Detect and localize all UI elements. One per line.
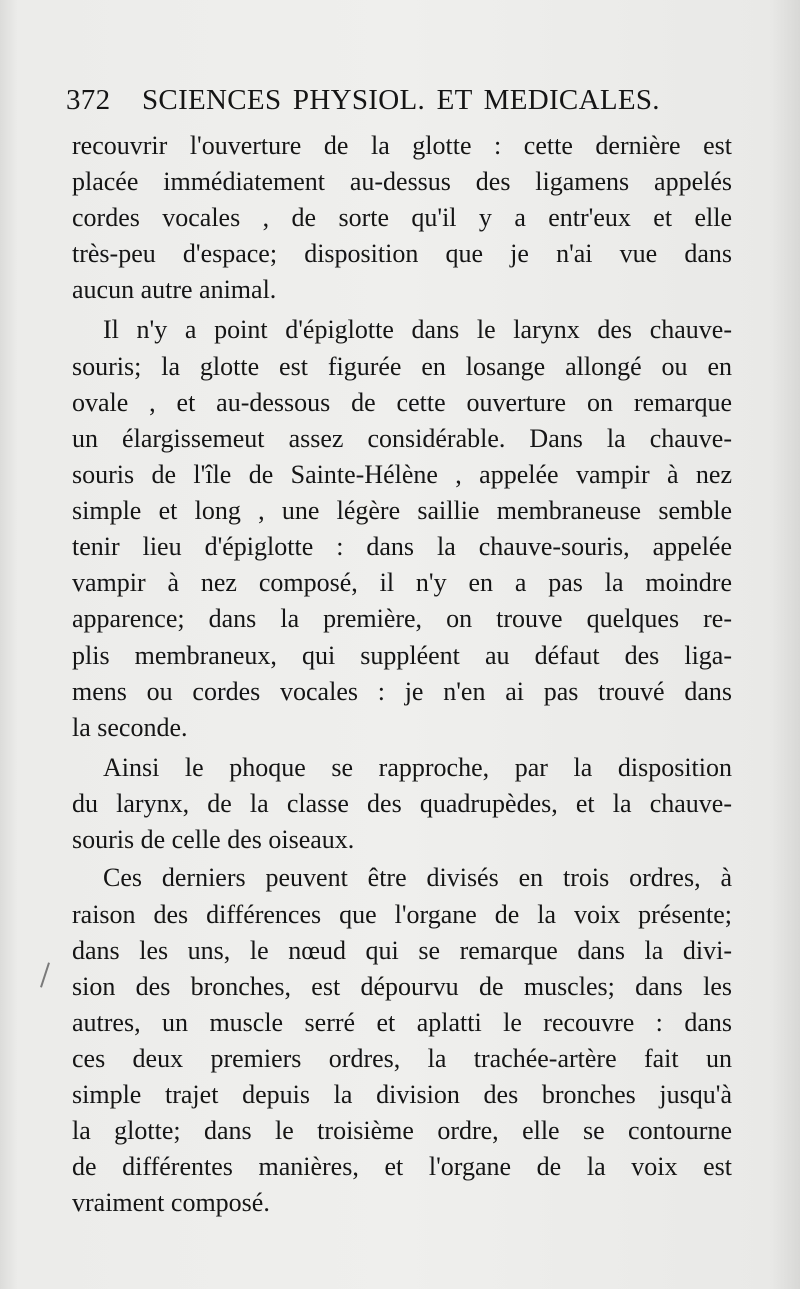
text-line: plis membraneux, qui suppléent au défaut des liga- — [72, 641, 732, 670]
text-line: la seconde. — [72, 713, 188, 742]
text-line: du larynx, de la classe des quadrupèdes, et la chauve- — [72, 789, 732, 818]
text-line: recouvrir l'ouverture de la glotte : cette dernière est — [72, 131, 732, 160]
text-line: souris de celle des oiseaux. — [72, 825, 355, 854]
text-line: ovale , et au-dessous de cette ouverture on remarque — [72, 388, 732, 417]
text-line: raison des différences que l'organe de la voix présente; — [72, 900, 732, 929]
text-line: vampir à nez composé, il n'y en a pas la moindre — [72, 568, 732, 597]
text-line: cordes vocales , de sorte qu'il y a entr'eux et elle — [72, 203, 732, 232]
text-line: souris; la glotte est figurée en losange allongé ou en — [72, 352, 732, 381]
text-line: la glotte; dans le troisième ordre, elle se contourne — [72, 1116, 732, 1145]
text-line: vraiment composé. — [72, 1188, 270, 1217]
text-line: aucun autre animal. — [72, 275, 277, 304]
text-line: souris de l'île de Sainte-Hélène , appelée vampir à nez — [72, 460, 732, 489]
running-head: SCIENCES PHYSIOL. ET MEDICALES. — [142, 84, 660, 116]
text-line: tenir lieu d'épiglotte : dans la chauve-souris, appelée — [72, 532, 732, 561]
page-header — [66, 78, 684, 118]
text-line: très-peu d'espace; disposition que je n'ai vue dans — [72, 239, 732, 268]
text-line: autres, un muscle serré et aplatti le recouvre : dans — [72, 1008, 732, 1037]
text-line: simple et long , une légère saillie membraneuse semble — [72, 496, 732, 525]
text-line: un élargissemeut assez considérable. Dans la chauve- — [72, 424, 732, 453]
text-line: mens ou cordes vocales : je n'en ai pas trouvé dans — [72, 677, 732, 706]
text-line: sion des bronches, est dépourvu de muscles; dans les — [72, 972, 732, 1001]
text-line: simple trajet depuis la division des bronches jusqu'à — [72, 1080, 732, 1109]
text-line: apparence; dans la première, on trouve quelques re- — [72, 604, 732, 633]
margin-pencil-mark — [40, 962, 50, 987]
text-line: de différentes manières, et l'organe de la voix est — [72, 1152, 732, 1181]
text-line: Ainsi le phoque se rapproche, par la disposition — [103, 753, 732, 782]
page-number: 372 — [66, 84, 111, 116]
text-line: dans les uns, le nœud qui se remarque dans la divi- — [72, 936, 732, 965]
text-line: ces deux premiers ordres, la trachée-artère fait un — [72, 1044, 732, 1073]
text-line: placée immédiatement au-dessus des ligamens appelés — [72, 167, 732, 196]
text-line: Ces derniers peuvent être divisés en trois ordres, à — [103, 863, 732, 892]
text-line: Il n'y a point d'épiglotte dans le larynx des chauve- — [103, 315, 732, 344]
